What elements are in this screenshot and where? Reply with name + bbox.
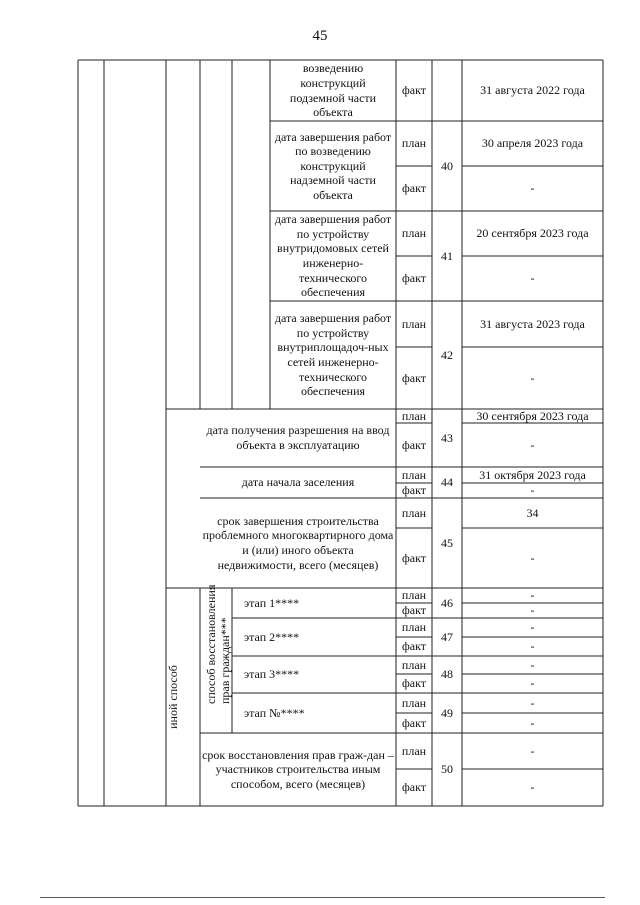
status-fact: факт: [401, 437, 427, 452]
status-fact: факт: [401, 181, 427, 196]
row-code: 41: [441, 248, 453, 263]
row-code: 50: [441, 762, 453, 777]
status-fact: факт: [401, 271, 427, 286]
fact-value: -: [530, 715, 535, 730]
status-fact: факт: [401, 370, 427, 385]
fact-value: -: [530, 639, 535, 654]
plan-value: 20 сентября 2023 года: [476, 226, 589, 241]
status-fact: факт: [401, 715, 427, 730]
status-fact: факт: [401, 603, 427, 618]
row-label: дата начала заселения: [241, 475, 355, 490]
plan-value: 31 октября 2023 года: [479, 467, 586, 482]
row-label: срок восстановления прав граж-дан – участников строительства иным способом, всего (месяцев): [202, 747, 394, 791]
fact-value: -: [530, 370, 535, 385]
status-fact: факт: [401, 83, 427, 98]
row-label: этап 1****: [244, 595, 300, 610]
status-plan: план: [401, 136, 427, 151]
plan-value: -: [530, 588, 535, 603]
status-fact: факт: [401, 550, 427, 565]
status-fact: факт: [401, 780, 427, 795]
row-label: срок завершения строительства проблемного многоквартирного дома и (или) иного объекта недвижимости, всего (месяцев): [202, 513, 394, 572]
row-code: 45: [441, 535, 453, 550]
row-code: 48: [441, 667, 453, 682]
fact-value: -: [530, 181, 535, 196]
status-plan: план: [401, 408, 427, 423]
status-fact: факт: [401, 483, 427, 498]
row-code: 46: [441, 595, 453, 610]
row-code: 40: [441, 158, 453, 173]
status-plan: план: [401, 695, 427, 710]
plan-value: -: [530, 743, 535, 758]
restore-method-line2: прав граждан***: [218, 617, 232, 704]
page-number: 45: [312, 28, 328, 44]
status-plan: план: [401, 316, 427, 331]
plan-value: 30 сентября 2023 года: [476, 408, 589, 423]
row-label: этап 3****: [244, 667, 300, 682]
status-fact: факт: [401, 639, 427, 654]
status-plan: план: [401, 226, 427, 241]
plan-value: -: [530, 657, 535, 672]
fact-value: -: [530, 780, 535, 795]
status-fact: факт: [401, 676, 427, 691]
fact-value: -: [530, 550, 535, 565]
restore-method-line1: способ восстановления: [204, 584, 218, 704]
row-label: дата завершения работ по возведению конструкций надземной части объекта: [274, 129, 392, 202]
other-method-label: иной способ: [166, 665, 180, 729]
plan-value: -: [530, 620, 535, 635]
row-label: возведению конструкций подземной части объекта: [289, 61, 377, 120]
row-code: 44: [441, 475, 453, 490]
fact-value: -: [530, 603, 535, 618]
fact-value: 31 августа 2022 года: [480, 83, 585, 98]
status-plan: план: [401, 620, 427, 635]
row-code: 42: [441, 347, 453, 362]
status-plan: план: [401, 657, 427, 672]
status-plan: план: [401, 588, 427, 603]
row-code: 47: [441, 629, 453, 644]
fact-value: -: [530, 437, 535, 452]
plan-value: 31 августа 2023 года: [480, 316, 585, 331]
restore-method-label: [204, 584, 234, 704]
row-label: дата завершения работ по устройству внутридомовых сетей инженерно-технического обеспечения: [274, 212, 392, 300]
status-plan: план: [401, 467, 427, 482]
row-label: дата завершения работ по устройству внутриплощадоч-ных сетей инженерно-технического обеспечения: [274, 311, 392, 399]
row-code: 43: [441, 430, 453, 445]
row-label: этап №****: [244, 705, 305, 720]
plan-value: 34: [526, 505, 539, 520]
row-label: дата получения разрешения на ввод объекта в эксплуатацию: [206, 423, 390, 452]
footer-rule: [40, 897, 605, 898]
fact-value: -: [530, 483, 535, 498]
status-plan: план: [401, 505, 427, 520]
fact-value: -: [530, 271, 535, 286]
plan-value: 30 апреля 2023 года: [481, 136, 584, 151]
status-plan: план: [401, 743, 427, 758]
fact-value: -: [530, 676, 535, 691]
plan-value: -: [530, 695, 535, 710]
row-code: 49: [441, 705, 453, 720]
row-label: этап 2****: [244, 629, 300, 644]
